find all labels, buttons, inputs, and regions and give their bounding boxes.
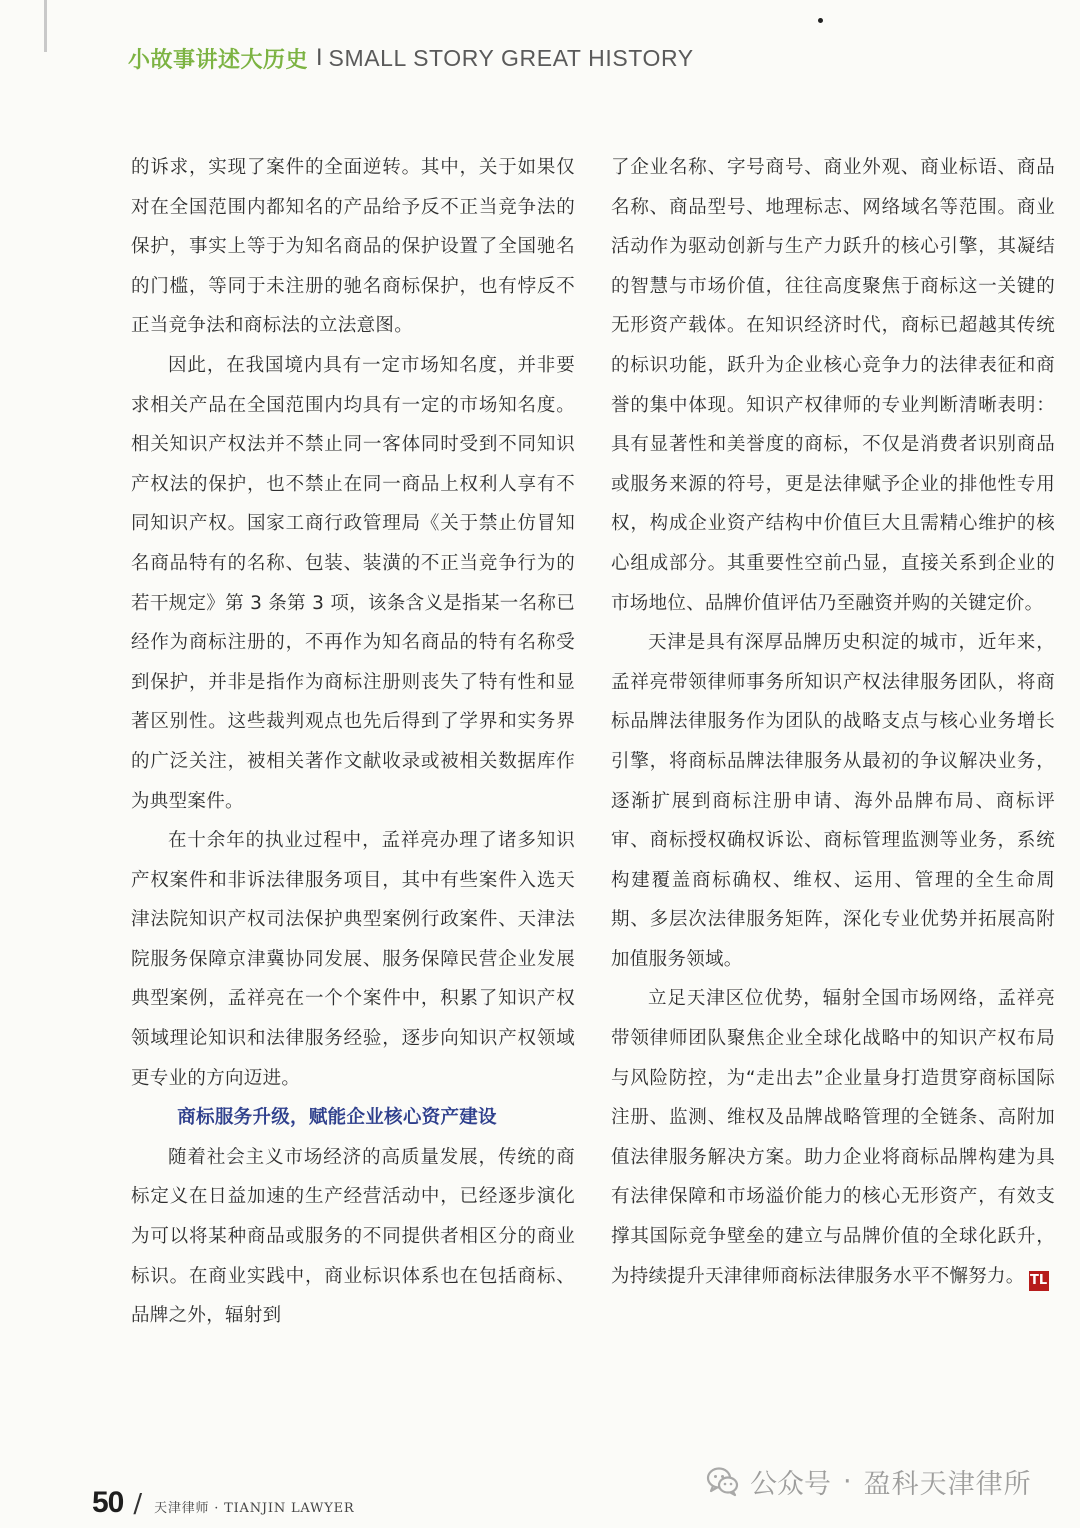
watermark-label: 公众号 (750, 1469, 831, 1500)
watermark-account-name: 盈科天津律所 (863, 1469, 1032, 1500)
right-column (611, 148, 1055, 1296)
page-number: 50 (92, 1486, 124, 1519)
section-subheading: 商标服务升级，赋能企业核心资产建设 (177, 1107, 497, 1129)
article-end-mark: TL (1029, 1271, 1049, 1291)
wechat-watermark (706, 1462, 1032, 1501)
paragraph: 随着社会主义市场经济的高质量发展，传统的商标定义在日益加速的生产经营活动中，已经逐步演化为可以将某种商品或服务的不同提供者相区分的商业标识。在商业实践中，商业标识体系也在包括商标、品牌之外，辐射到 (131, 1146, 575, 1327)
paragraph-final-text: 立足天津区位优势，辐射全国市场网络，孟祥亮带领律师团队聚焦企业全球化战略中的知识产权布局与风险防控，为“走出去”企业量身打造贯穿商标国际注册、监测、维权及品牌战略管理的全链条、高附加值法律服务解决方案。助力企业将商标品牌构建为具有法律保障和市场溢价能力的核心无形资产，有效支撑其国际竞争壁垒的建立与品牌价值的全球化跃升，为持续提升天津律师商标法律服务水平不懈努力。 (611, 988, 1055, 1287)
left-margin-rule (44, 0, 47, 52)
footer-slash: / (133, 1489, 143, 1519)
section-title-chinese: 小故事讲述大历史 (128, 47, 309, 73)
paragraph-final (611, 979, 1055, 1296)
paragraph: 天津是具有深厚品牌历史积淀的城市，近年来，孟祥亮带领律师事务所知识产权法律服务团队，将商标品牌法律服务作为团队的战略支点与核心业务增长引擎，将商标品牌法律服务从最初的争议解决业务，逐渐扩展到商标注册申请、海外品牌布局、商标评审、商标授权确权诉讼、商标管理监测等业务，系统构建覆盖商标确权、维权、运用、管理的全生命周期、多层次法律服务矩阵，深化专业优势并拓展高附加值服务领域。 (611, 632, 1055, 970)
paragraph: 在十余年的执业过程中，孟祥亮办理了诸多知识产权案件和非诉法律服务项目，其中有些案件入选天津法院知识产权司法保护典型案例行政案件、天津法院服务保障京津冀协同发展、服务保障民营企业发展典型案例，孟祥亮在一个个案件中，积累了知识产权领域理论知识和法律服务经验，逐步向知识产权领域更专业的方向迈进。 (131, 830, 575, 1089)
watermark-separator: · (843, 1466, 852, 1497)
page-footer (92, 1486, 354, 1520)
section-header (128, 40, 694, 76)
magazine-name: 天津律师 · TIANJIN LAWYER (154, 1501, 355, 1516)
left-column (131, 148, 575, 1336)
wechat-icon (706, 1465, 740, 1499)
paragraph-continuation: 了企业名称、字号商号、商业外观、商业标语、商品名称、商品型号、地理标志、网络域名等范围。商业活动作为驱动创新与生产力跃升的核心引擎，其凝结的智慧与市场价值，往往高度聚焦于商标这一关键的无形资产载体。在知识经济时代，商标已超越其传统的标识功能，跃升为企业核心竞争力的法律表征和商誉的集中体现。知识产权律师的专业判断清晰表明：具有显著性和美誉度的商标，不仅是消费者识别商品或服务来源的符号，更是法律赋予企业的排他性专用权，构成企业资产结构中价值巨大且需精心维护的核心组成部分。其重要性空前凸显，直接关系到企业的市场地位、品牌价值评估乃至融资并购的关键定价。 (611, 157, 1055, 614)
top-dot-mark (818, 18, 823, 23)
section-title-english: SMALL STORY GREAT HISTORY (328, 44, 694, 71)
paragraph-continuation: 的诉求，实现了案件的全面逆转。其中，关于如果仅对在全国范围内都知名的产品给予反不正当竞争法的保护，事实上等于为知名商品的保护设置了全国驰名的门槛，等同于未注册的驰名商标保护，也有悖反不正当竞争法和商标法的立法意图。 (131, 157, 575, 337)
paragraph: 因此，在我国境内具有一定市场知名度，并非要求相关产品在全国范围内均具有一定的市场知名度。相关知识产权法并不禁止同一客体同时受到不同知识产权法的保护，也不禁止在同一商品上权利人享有不同知识产权。国家工商行政管理局《关于禁止仿冒知名商品特有的名称、包装、装潢的不正当竞争行为的若干规定》第 3 条第 3 项，该条含义是指某一名称已经作为商标注册的，不再作为知名商品的特有名称受到保护，并非是指作为商标注册则丧失了特有性和显著区别性。这些裁判观点也先后得到了学界和实务界的广泛关注，被相关著作文献收录或被相关数据库作为典型案件。 (131, 354, 575, 812)
section-title-separator: I (316, 45, 323, 71)
